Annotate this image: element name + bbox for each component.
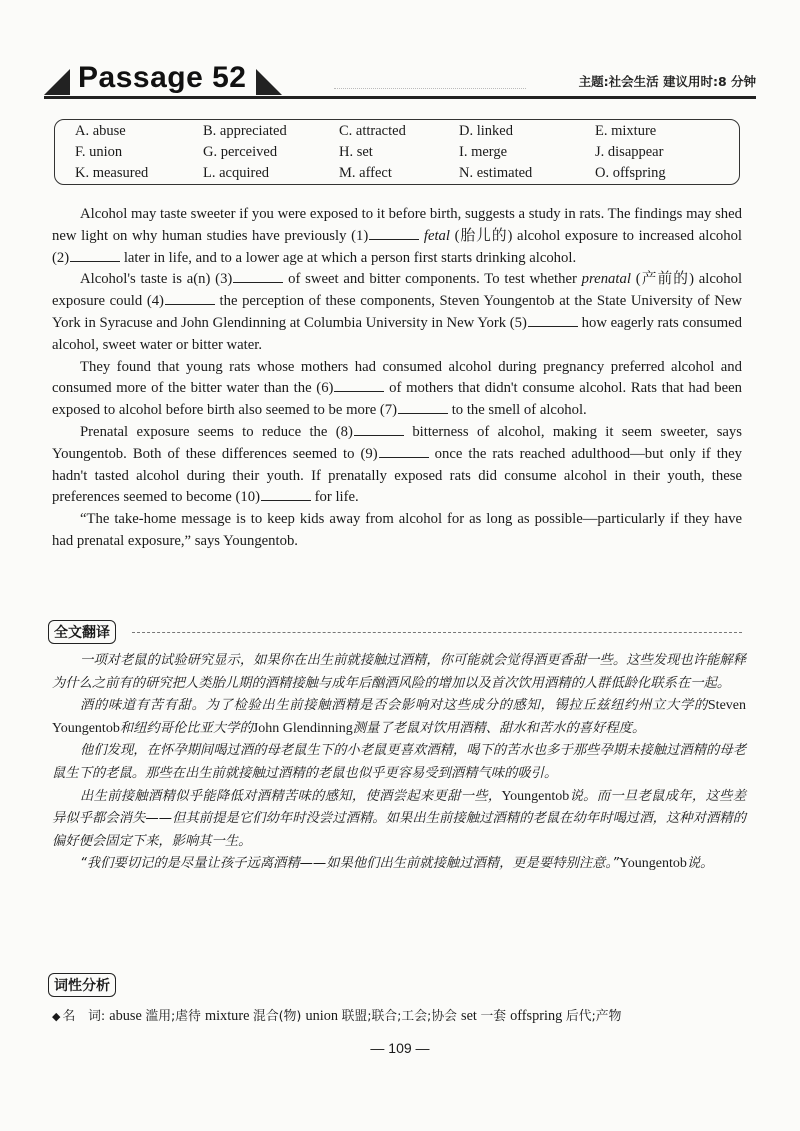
p1-fetal: fetal: [423, 227, 450, 244]
word-bank-grid: [75, 123, 715, 186]
word-option: E. mixture: [595, 123, 657, 139]
pos-header: [48, 973, 742, 999]
word-option: A. abuse: [75, 123, 126, 139]
pos-word: offspring: [510, 1008, 566, 1024]
pos-label: 词性分析: [48, 973, 116, 997]
t4-c: 说。而一旦老鼠成年，这些差异似乎都会消失——但其前提是它们幼年时没尝过酒精。如果出生前接触过酒精的老鼠在幼年时喝过酒，这种对酒精的偏好便会固定下来，影响其一生。: [52, 788, 747, 849]
word-option: I. merge: [459, 144, 508, 160]
title-wrap: [44, 58, 282, 98]
paragraph-3: [52, 357, 742, 422]
word-option: C. attracted: [339, 123, 406, 139]
p1-c: (胎儿的) alcohol exposure to increased alcohol (2): [52, 227, 743, 266]
word-option: L. acquired: [203, 165, 270, 181]
p4-b: bitterness of alcohol, making it seem sweeter, says Youngentob. Both of these differences seemed to (9): [52, 423, 742, 462]
word-option: G. perceived: [203, 144, 278, 160]
translation-text: [52, 650, 746, 876]
p1-a: Alcohol may taste sweeter if you were exposed to it before birth, suggests a study in rats. The findings may shed new light on why human studies have previously (1): [52, 206, 742, 244]
left-triangle-icon: [44, 69, 70, 95]
blank-4[interactable]: [165, 292, 215, 305]
t2-d: John Glendinning: [252, 720, 353, 736]
pos-prefix: 名 词:: [62, 1009, 106, 1024]
p3-c: to the smell of alcohol.: [451, 402, 587, 419]
t4-b: Youngentob: [501, 788, 570, 804]
t5-c: 说。: [686, 856, 714, 872]
t2-a: 酒的味道有苦有甜。为了检验出生前接触酒精是否会影响对这些成分的感知，锡拉丘兹纽约州立大学的: [80, 698, 708, 714]
word-option: J. disappear: [595, 144, 664, 160]
blank-9[interactable]: [379, 445, 429, 458]
p2-a: Alcohol's taste is a(n) (3): [80, 271, 233, 288]
p2-e: the perception of these components, Steven Youngentob at the State University of New York in Syracuse and John Glendinning at Columbia University in New York (5): [52, 293, 743, 331]
header-rule: [44, 96, 756, 99]
t2-c: 和纽约哥伦比亚大学的: [119, 720, 253, 736]
p2-d: (产前的) alcohol exposure could (4): [52, 271, 743, 310]
pos-meaning: 联盟;联合;工会;协会: [341, 1009, 461, 1024]
paragraph-2: [52, 269, 742, 356]
p3-a: They found that young rats whose mothers had consumed alcohol during pregnancy preferred alcohol and consumed more of the bitter water than the (6): [52, 358, 742, 397]
translation-paragraph-4: [52, 786, 746, 854]
header-dotted-line: [334, 88, 526, 89]
paragraph-4: [52, 422, 742, 509]
pos-line: [52, 1005, 752, 1025]
t2-e: 测量了老鼠对饮用酒精、甜水和苦水的喜好程度。: [352, 720, 646, 736]
pos-word: union: [305, 1008, 342, 1024]
word-option: M. affect: [339, 165, 392, 181]
page-number: — 109 —: [370, 1040, 430, 1056]
passage-text: [52, 204, 742, 553]
blank-5[interactable]: [528, 314, 578, 327]
blank-2[interactable]: [70, 249, 120, 262]
p2-f: how eagerly rats consumed alcohol, sweet water or bitter water.: [52, 314, 742, 353]
word-option: D. linked: [459, 123, 513, 139]
translation-paragraph-5: [52, 853, 746, 876]
t5-a: “我们要切记的是尽量让孩子远离酒精——如果他们出生前就接触过酒精，更是要特别注意。”: [80, 856, 620, 872]
p1-d: later in life, and to a lower age at which a person first starts drinking alcohol.: [123, 249, 577, 266]
page-title: Passage 52: [78, 61, 247, 94]
translation-paragraph-3: 他们发现，在怀孕期间喝过酒的母老鼠生下的小老鼠更喜欢酒精，喝下的苦水也多于那些孕期未接触过酒精的母老鼠生下的老鼠。那些在出生前就接触过酒精的老鼠也似乎更容易受到酒精气味的吸引。: [52, 743, 746, 781]
blank-3[interactable]: [233, 270, 283, 283]
paragraph-5: “The take-home message is to keep kids away from alcohol for as long as possible—particularly if they have had prenatal exposure,” says Youngentob.: [52, 511, 742, 549]
t2-b: Steven Youngentob: [52, 698, 746, 736]
p4-d: for life.: [314, 489, 359, 506]
word-option: F. union: [75, 144, 123, 160]
topic-label: 主题:社会生活 建议用时:8 分钟: [578, 74, 756, 89]
word-bank: [54, 119, 740, 185]
word-option: K. measured: [75, 165, 149, 181]
translation-header: [48, 620, 742, 646]
translation-label: 全文翻译: [48, 620, 116, 644]
blank-1[interactable]: [369, 227, 419, 240]
passage-header: [44, 58, 756, 102]
blank-7[interactable]: [398, 401, 448, 414]
translation-dashline: [132, 632, 742, 633]
pos-word: mixture: [204, 1008, 254, 1024]
pos-meaning: 一套: [480, 1009, 511, 1024]
p4-c: once the rats reached adulthood—but only if they hadn't tasted alcohol during their youth. If prenatally exposed rats did consume alcohol in their youth, these preferences seemed to become (10): [52, 445, 743, 506]
pos-meaning: 滥用;虐待: [145, 1009, 205, 1024]
word-option: N. estimated: [459, 165, 533, 181]
translation-paragraph-2: [52, 695, 746, 740]
pos-word: abuse: [109, 1008, 146, 1024]
p2-prenatal: prenatal: [581, 271, 631, 288]
word-option: B. appreciated: [203, 123, 287, 139]
p3-b: of mothers that didn't consume alcohol. Rats that had been exposed to alcohol before birth also seemed to be more (7): [52, 380, 742, 419]
diamond-icon: ◆: [52, 1010, 61, 1023]
translation-paragraph-1: 一项对老鼠的试验研究显示，如果你在出生前就接触过酒精，你可能就会觉得酒更香甜一些。这些发现也许能解释为什么之前有的研究把人类胎儿期的酒精接触与成年后酗酒风险的增加以及首次饮用酒精的人群低龄化联系在一起。: [52, 653, 746, 691]
pos-meaning: 后代;产物: [565, 1009, 622, 1024]
blank-6[interactable]: [334, 379, 384, 392]
right-triangle-icon: [256, 69, 282, 95]
pos-word: set: [461, 1008, 481, 1024]
t4-a: 出生前接触酒精似乎能降低对酒精苦味的感知，使酒尝起来更甜一些，: [80, 788, 502, 804]
p4-a: Prenatal exposure seems to reduce the (8): [80, 423, 353, 440]
pos-meaning: 混合(物): [253, 1009, 306, 1024]
word-option: O. offspring: [595, 165, 666, 181]
t5-b: Youngentob: [619, 856, 687, 872]
word-option: H. set: [339, 144, 373, 160]
blank-10[interactable]: [261, 488, 311, 501]
blank-8[interactable]: [354, 423, 404, 436]
paragraph-1: [52, 204, 742, 269]
p2-b: of sweet and bitter components. To test whether: [288, 271, 577, 288]
